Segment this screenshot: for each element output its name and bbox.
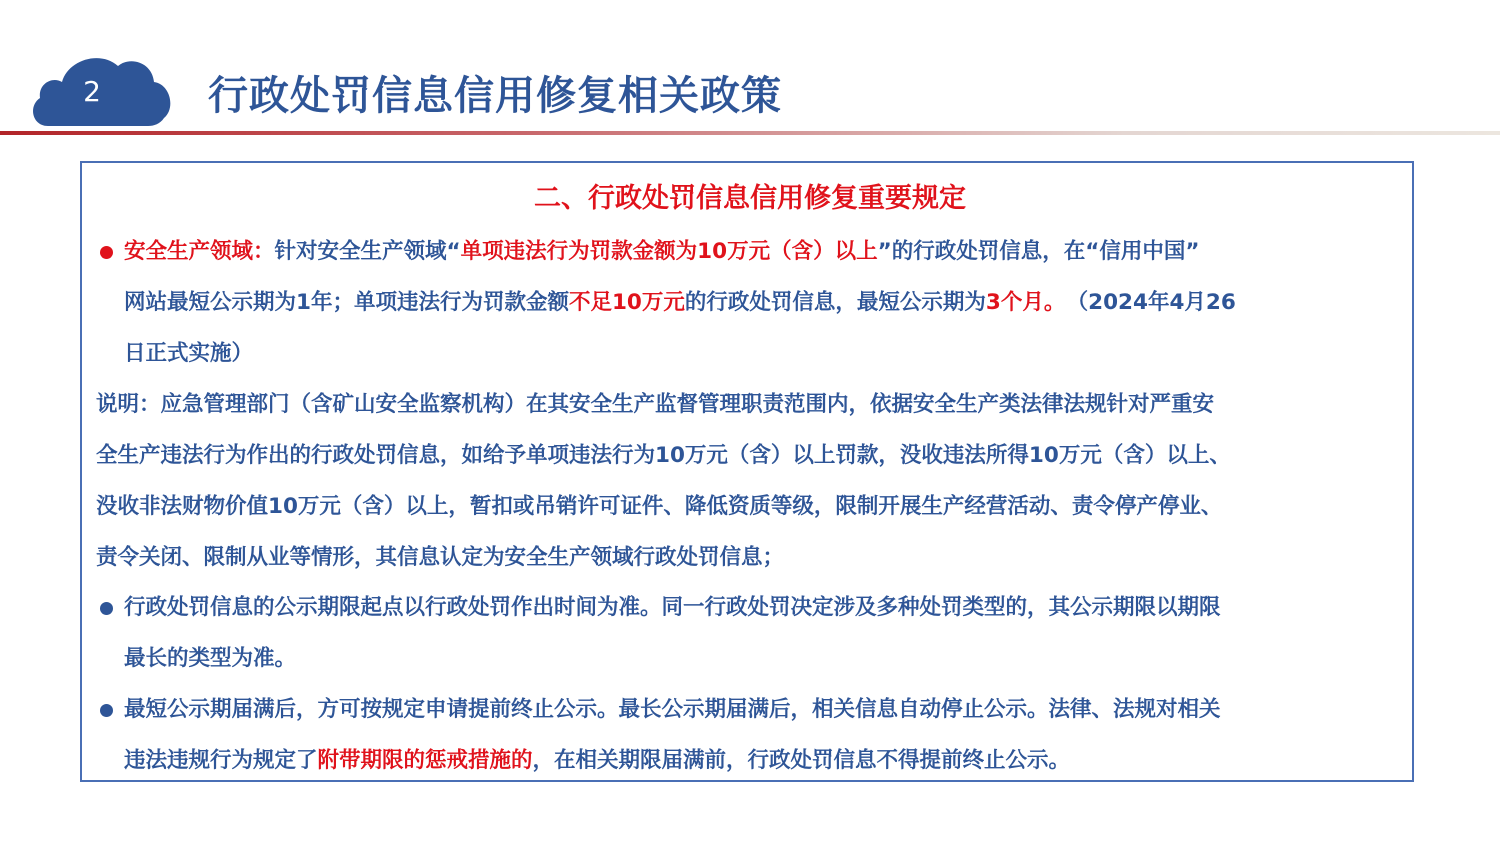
item2-line2: 最长的类型为准。 — [124, 646, 297, 671]
section-heading: 二、行政处罚信息信用修复重要规定 — [534, 183, 966, 214]
item1-line3: 日正式实施） — [124, 341, 254, 366]
note-line4: 责令关闭、限制从业等情形，其信息认定为安全生产领域行政处罚信息； — [96, 545, 785, 570]
item1-line2: 网站最短公示期为1年；单项违法行为罚款金额不足10万元的行政处罚信息，最短公示期为3个月。 （2024年4月26 — [124, 290, 1236, 315]
note-line1: 说明：应急管理部门（含矿山安全监察机构）在其安全生产监督管理职责范围内，依据安全生产类法律法规针对严重安 — [96, 392, 1215, 417]
item3-highlight: 附带期限的惩戒措施的 — [317, 748, 533, 773]
bullet-blue — [100, 704, 113, 717]
title-divider — [0, 131, 1500, 135]
item1-label: 安全生产领域： — [124, 239, 275, 264]
item1-line1: 安全生产领域：针对安全生产领域“单项违法行为罚款金额为10万元（含）以上”的行政处罚信息，在“信用中国” — [124, 239, 1200, 264]
item1-highlight: 单项违法行为罚款金额为10万元（含）以上 — [460, 239, 878, 264]
note-line2: 全生产违法行为作出的行政处罚信息，如给予单项违法行为10万元（含）以上罚款，没收违法所得10万元（含）以上、 — [96, 443, 1231, 468]
item2-line1: 行政处罚信息的公示期限起点以行政处罚作出时间为准。同一行政处罚决定涉及多种处罚类型的，其公示期限以期限 — [124, 595, 1221, 620]
item3-line2: 违法违规行为规定了附带期限的惩戒措施的，在相关期限届满前，行政处罚信息不得提前终止公示。 — [124, 748, 1071, 773]
note-line3: 没收非法财物价值10万元（含）以上，暂扣或吊销许可证件、降低资质等级，限制开展生产经营活动、责令停产停业、 — [96, 494, 1223, 519]
item3-line1: 最短公示期届满后，方可按规定申请提前终止公示。最长公示期届满后，相关信息自动停止公示。法律、法规对相关 — [124, 697, 1221, 722]
bullet-red — [100, 246, 113, 259]
page-title: 行政处罚信息信用修复相关政策 — [208, 73, 782, 119]
slide-number: 2 — [83, 75, 101, 108]
bullet-blue — [100, 602, 113, 615]
